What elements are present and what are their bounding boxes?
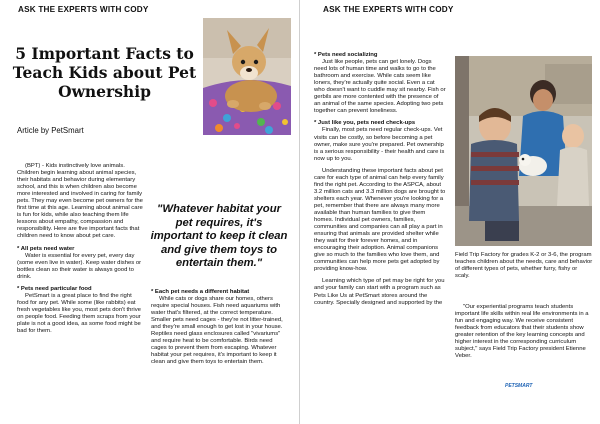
intro-column [17,163,143,340]
article-title: 5 Important Facts to Teach Kids about Pet Ownership [12,44,197,101]
left-page [0,0,299,424]
habitat-column [151,289,287,372]
pull-quote: "Whatever habitat your pet requires, it's important to keep it clean and give them toys to entertain them." [150,203,288,270]
section-heading-social: * Pets need socializing [314,52,378,58]
closing-paragraph-1: Understanding these important facts about pet care for each type of animal can help every family find the right pet. According to the ASPCA, about 3.2 million cats and 3.3 million dogs are brought to shelters each year. Whenever you're looking for a pet, remember that there are always many more available than human families to give them homes. Individual pet owners, families, communities and companies can all play a part in ensuring that animals are provided shelter while they wait for their forever homes, and in encouraging their adoption. Animal companions give so much to the families who love them, and communities can help more pets get adopted by providing know-how. [314,167,446,273]
article-byline: Article by PetSmart [17,126,84,135]
page-header-left: ASK THE EXPERTS WITH CODY [18,5,149,14]
section-heading-checkups: * Just like you, pets need check-ups [314,120,416,127]
closing-paragraph-2: Learning which type of pet may be right for you and your family can start with a program such as Pets Like Us at PetSmart stores around the country. Specially designed and supported by the [314,278,445,306]
section-heading-food: * Pets need particular food [17,285,92,292]
dog-photo [203,18,291,135]
section-body-food: PetSmart is a great place to find the right food for any pet. While some (like rabbits) eat fresh vegetables like you, most pets don't thrive on people food. Feeding them scraps from your plate is not a good idea, as some food might be bad for them. [17,292,141,335]
quote-block [455,304,593,365]
section-body-habitat: While cats or dogs share our homes, others require special houses. Fish need aquariums with water that's filtered, at the correct temperature. Smaller pets need cages - they're not litter-trained, and they're small enough to get lost in your house. Reptiles need glass enclosures called "vivariums" and require heat to be comfortable. Birds need cages to prevent them from escaping. Whatever habitat your pet requires, it's important to keep it clean and give them toys to entertain them. [151,296,283,366]
petsmart-logo-icon: PETSMART [505,383,533,389]
section-body-social: Just like people, pets can get lonely. Dogs need lots of human time and walks to go to the bathroom and exercise. While cats seem like loners, they're actually quite social. Even a cat who doesn't want to cuddle may sit nearby. Fish or gerbils are more contented with the presence of an animal of the same species. Adopting two pets together can prevent loneliness. [314,59,446,115]
intro-paragraph: (BPT) - Kids instinctively love animals. Children begin learning about animal species, their habitats and behavior during elementary school, and this is when children also become more interested and involved in caring for family pets. They may even become pet owners for the first time at this age. Learning about animal care is fun for kids, while also teaching them life lessons about empathy, compassion and responsibility. Here are five important facts that children need to know about pet care. [17,163,143,240]
section-body-water: Water is essential for every pet, every day (some even live in water). Keep water dishes or bottles clean so their water is always good to drink. [17,252,142,280]
kids-with-pet-photo [455,56,592,246]
section-body-checkups: Finally, most pets need regular check-ups. Vet visits can be costly, so before becoming a pet owner, make sure you're prepared. Pet ownership is a serious responsibility - their health and care is now up to you. [314,127,445,162]
right-page [300,0,600,424]
kids-with-pet-photo-icon [455,56,592,246]
section-heading-water: * All pets need water [17,245,75,252]
photo-caption: Field Trip Factory for grades K-2 or 3-6, the program teaches children about the needs, care and behavior of different types of pets, whether furry, fishy or scaly. [455,252,593,280]
quote-block-text: "Our experiential programs teach students important life skills within real life environments in a fun and engaging way. We receive consistent feedback from educators that their students show greater retention of the key learning concepts and higher interest in the corresponding curriculum subject," says Field Trip Factory president Etienne Veber. [455,304,589,360]
dog-photo-icon [203,18,291,135]
page-header-right: ASK THE EXPERTS WITH CODY [323,5,454,14]
section-heading-habitat: * Each pet needs a different habitat [151,289,250,295]
main-column [314,52,446,312]
